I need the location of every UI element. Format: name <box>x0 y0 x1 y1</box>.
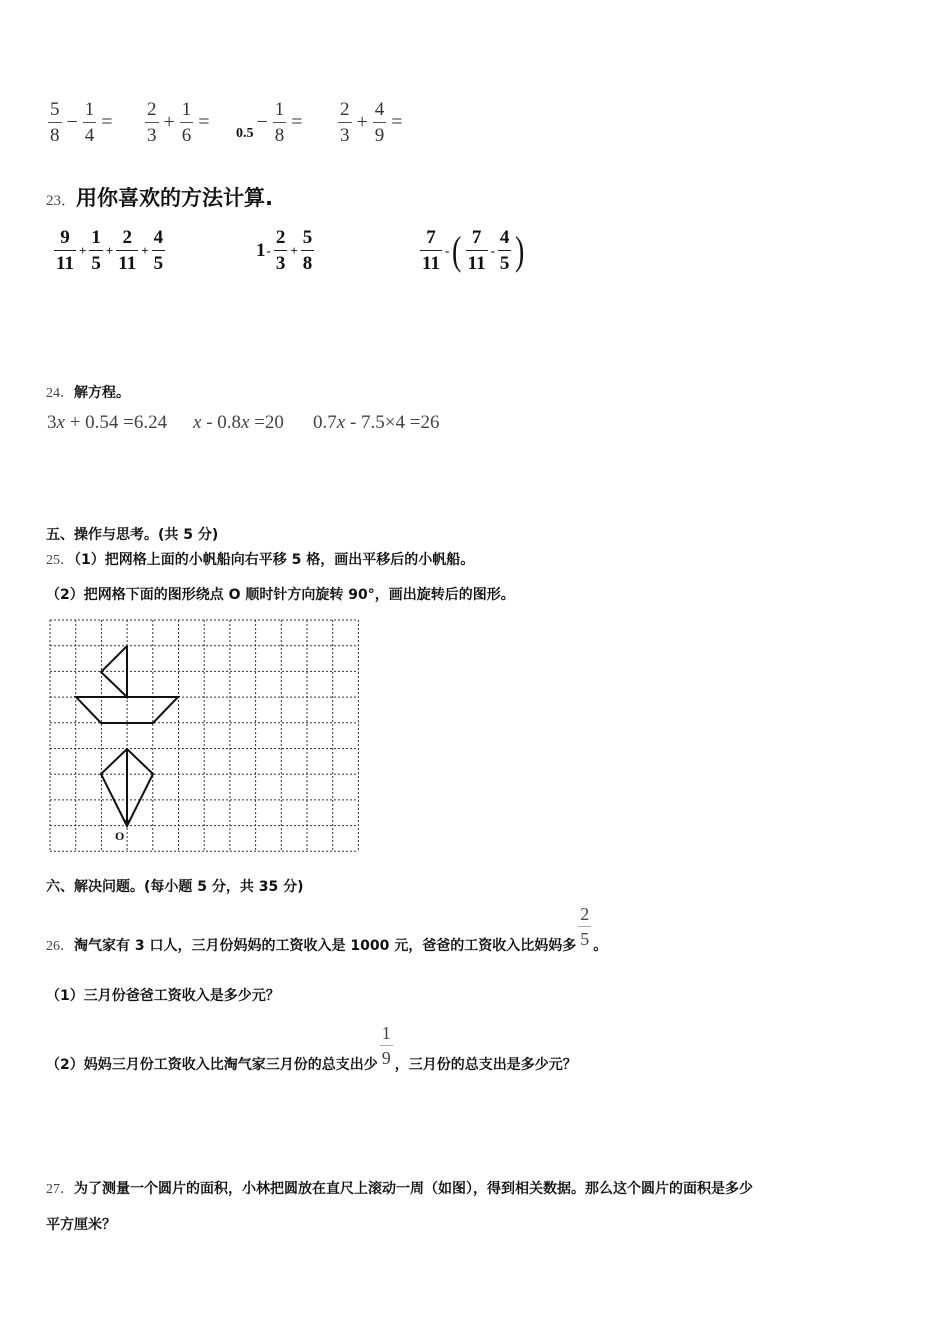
grid-lines <box>50 620 358 851</box>
q22-expr-3: 0.5 − $\frac{1}{8}$ = <box>236 99 303 146</box>
q25-part-1: 25．（1）把网格上面的小帆船向右平移 5 格，画出平移后的小帆船。 <box>46 552 475 568</box>
q27-line-2: 平方厘米？ <box>46 1217 116 1233</box>
q22-expr-1: $\frac{5}{8}$ − $\frac{1}{4}$ = <box>50 99 113 146</box>
q26-part-1: （1）三月份爸爸工资收入是多少元？ <box>46 988 280 1004</box>
point-o-marker <box>123 820 131 828</box>
q22-expr-4: $\frac{2}{3}$ + $\frac{4}{9}$ = <box>340 99 403 146</box>
q26-stem: 26． 淘气家有 3 口人，三月份妈妈的工资收入是 1000 元，爸爸的工资收入比妈妈多 $\frac{2}{5}$ 。 <box>46 904 608 954</box>
q24-heading: 24．解方程。 <box>46 385 130 401</box>
q24-equation-2: x - 0.8x =20 <box>193 412 284 433</box>
q24-equation-1: 3x + 0.54 =6.24 <box>47 412 168 433</box>
q23-expr-1: $\frac{9}{11}$ + $\frac{1}{5}$ + $\frac{2}{11}$ + $\frac{4}{5}$ <box>56 227 164 274</box>
q26-part-2: （2）妈妈三月份工资收入比淘气家三月份的总支出少 $\frac{1}{9}$ ，三月份的总支出是多少元？ <box>46 1023 577 1073</box>
q23-expr-2: 1 - $\frac{2}{3}$ + $\frac{5}{8}$ <box>256 227 313 274</box>
q24-equation-3: 0.7x - 7.5×4 =26 <box>313 412 440 433</box>
section-5-title: 五、操作与思考。(共 5 分) <box>46 527 219 543</box>
point-o-label: O <box>115 829 125 843</box>
grid-figure <box>48 618 362 854</box>
section-6-title: 六、解决问题。(每小题 5 分，共 35 分) <box>46 879 304 895</box>
q25-part-2: （2）把网格下面的图形绕点 O 顺时针方向旋转 90°，画出旋转后的图形。 <box>46 587 515 603</box>
q23-expr-3: $\frac{7}{11}$ - ( $\frac{7}{11}$ - $\frac{4}{5}$ ) <box>422 227 525 274</box>
q22-expr-2: $\frac{2}{3}$ + $\frac{1}{6}$ = <box>147 99 210 146</box>
q27-line-1: 27．为了测量一个圆片的面积，小林把圆放在直尺上滚动一周（如图），得到相关数据。那么这个圆片的面积是多少 <box>46 1181 753 1197</box>
q23-heading: 23．用你喜欢的方法计算. <box>46 186 273 210</box>
